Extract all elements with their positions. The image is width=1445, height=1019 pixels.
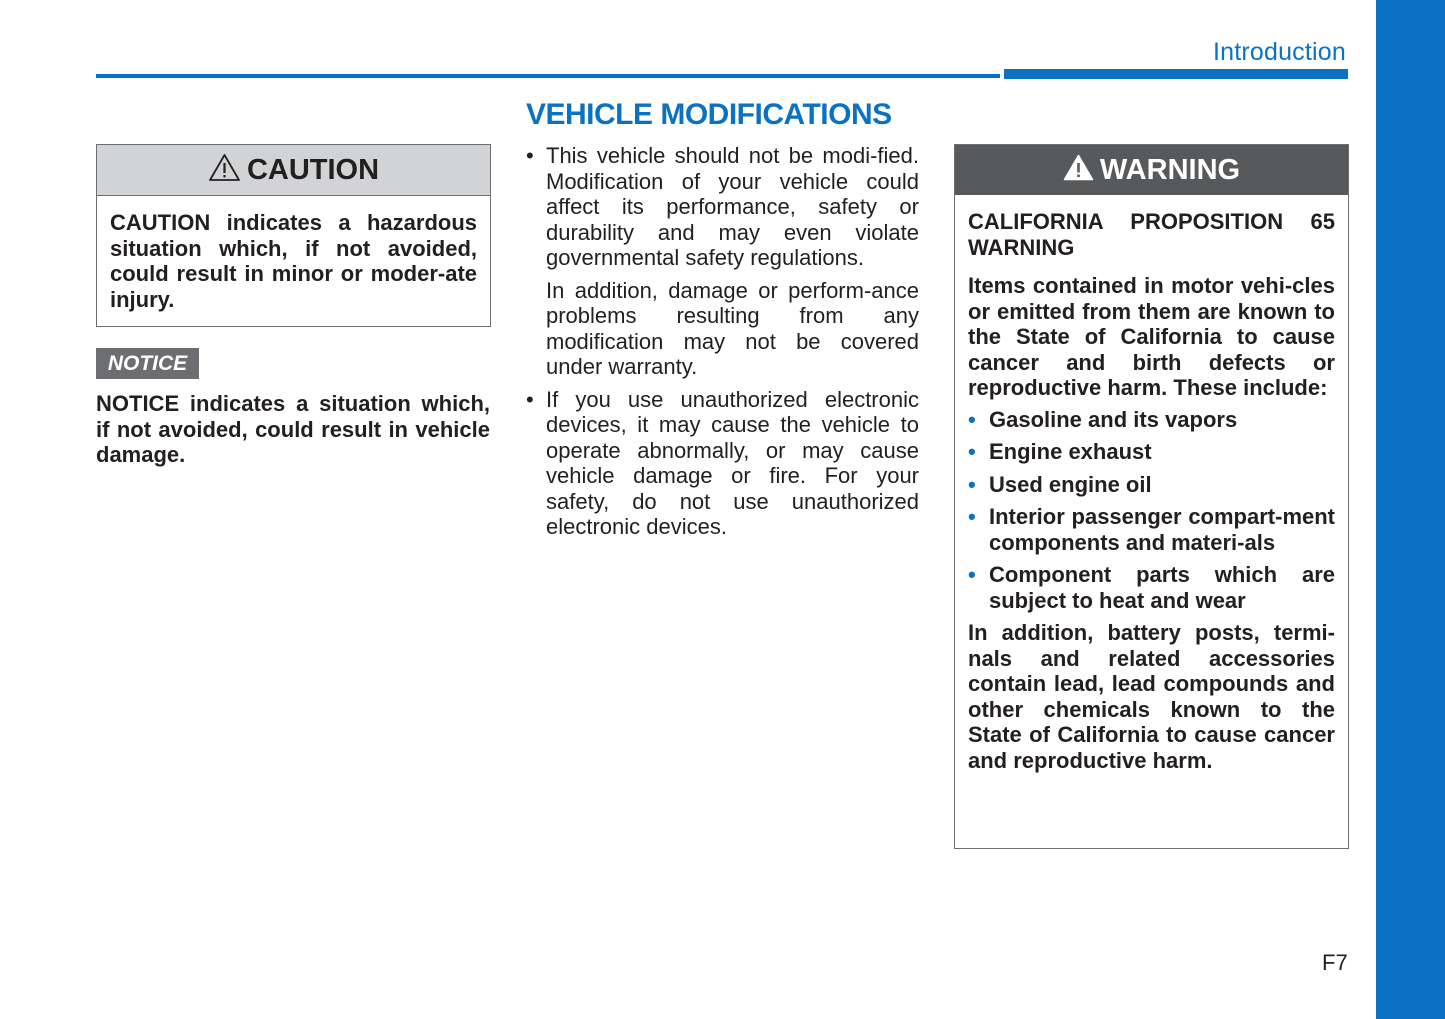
warning-closing: In addition, battery posts, termi-nals and related accessories contain lead, lead compounds and other chemicals known to the State of California to cause cancer and reproductive harm. <box>968 620 1335 773</box>
list-item <box>523 387 919 540</box>
caution-title: CAUTION <box>246 153 380 186</box>
modification-paragraph: In addition, damage or perform-ance problems resulting from any modification may not be covered under warranty. <box>546 277 919 379</box>
modification-paragraph: If you use unauthorized electronic devices, it may cause the vehicle to operate abnormally, or may cause vehicle damage or fire. For your safety, do not use unauthorized electronic devices. <box>546 386 919 539</box>
hazard-list <box>968 407 1335 614</box>
notice-label: NOTICE <box>96 348 199 379</box>
caution-text: CAUTION indicates a hazardous situation which, if not avoided, could result in minor or moder-ate injury. <box>110 210 477 312</box>
warning-content <box>955 195 1348 773</box>
warning-header <box>955 145 1348 195</box>
warning-title: WARNING <box>1099 153 1241 186</box>
bullet-marker: • <box>968 504 976 529</box>
modification-paragraph: This vehicle should not be modi-fied. Modification of your vehicle could affect its performance, safety or durability and may even violate governmental safety regulations. <box>546 143 919 270</box>
list-item: • Component parts which are subject to heat and wear <box>968 562 1335 613</box>
modifications-list <box>523 143 919 547</box>
caution-triangle-icon <box>208 153 241 187</box>
list-item: • Gasoline and its vapors <box>968 406 1238 432</box>
list-item: • Engine exhaust <box>968 439 1152 464</box>
list-item: • Used engine oil <box>968 471 1152 497</box>
section-header: Introduction <box>1212 38 1346 66</box>
caution-box <box>96 144 491 327</box>
notice-text: NOTICE indicates a situation which, if not avoided, could result in vehicle damage. <box>96 391 490 467</box>
bullet-marker: • <box>968 439 976 464</box>
header-rule <box>96 74 1000 78</box>
side-chapter-tab <box>1376 0 1445 1019</box>
warning-triangle-icon <box>1063 154 1094 186</box>
warning-intro: Items contained in motor vehi-cles or emitted from them are known to the State of California to cause cancer and birth defects or reproductive harm. These include: <box>968 273 1335 400</box>
list-item: • Interior passenger compart-ment components and materi-als <box>968 504 1335 555</box>
caution-header <box>97 145 490 196</box>
bullet-marker: • <box>526 143 534 168</box>
bullet-marker: • <box>968 406 976 432</box>
bullet-marker: • <box>526 386 534 412</box>
page-title: VEHICLE MODIFICATIONS <box>526 98 892 131</box>
warning-box <box>954 144 1349 849</box>
header-rule-accent <box>1004 69 1348 79</box>
list-item <box>523 143 919 380</box>
bullet-marker: • <box>968 471 976 497</box>
bullet-marker: • <box>968 562 976 587</box>
warning-heading: CALIFORNIA PROPOSITION 65 WARNING <box>968 209 1335 260</box>
page-number: F7 <box>1322 950 1348 975</box>
